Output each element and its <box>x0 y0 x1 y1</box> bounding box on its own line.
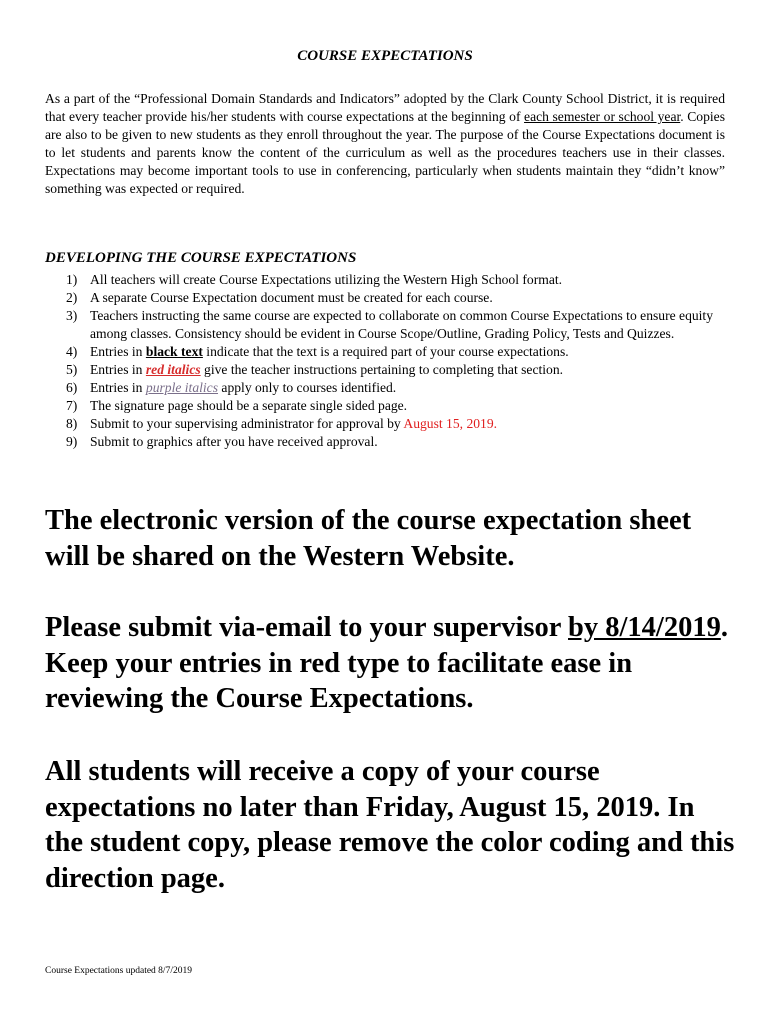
step-number: 6) <box>66 380 78 395</box>
section-heading: DEVELOPING THE COURSE EXPECTATIONS <box>45 250 357 266</box>
list-item <box>45 343 725 361</box>
step-number: 4) <box>66 344 78 359</box>
submission-notice <box>45 610 735 717</box>
step-text-pre: Entries in <box>90 344 146 359</box>
page-title: COURSE EXPECTATIONS <box>297 48 473 64</box>
step-text-pre: Entries in <box>90 362 146 377</box>
list-item <box>45 271 725 289</box>
step-text: All teachers will create Course Expectations utilizing the Western High School format. <box>90 272 563 287</box>
black-text-sample: black text <box>145 344 203 359</box>
steps-list <box>45 271 725 451</box>
intro-part1: As a part of the “Professional Domain Standards and Indicators” adopted by the Clark County School District, it is required that every teacher provide his/her students with course expectations at the beginning of <box>45 91 725 124</box>
step-number: 1) <box>66 272 78 287</box>
intro-paragraph <box>45 90 725 198</box>
submission-pre: Please submit via-email to your supervisor <box>45 612 569 643</box>
step-text-pre: Entries in <box>90 380 146 395</box>
step-text-post: give the teacher instructions pertaining to completing that section. <box>200 362 564 377</box>
step-text-pre: Submit to your supervising administrator for approval by <box>90 416 404 431</box>
step-text: The signature page should be a separate single sided page. <box>90 398 408 413</box>
step-text: A separate Course Expectation document must be created for each course. <box>90 290 493 305</box>
step-number: 7) <box>66 398 78 413</box>
list-item <box>45 289 725 307</box>
step-text-post: indicate that the text is a required part of your course expectations. <box>202 344 569 359</box>
submission-deadline: by 8/14/2019 <box>568 612 721 643</box>
submission-post: . Keep your entries in red type to facilitate ease in reviewing the Course Expectations. <box>45 612 728 714</box>
intro-underlined: each semester or school year <box>524 109 681 124</box>
step-number: 9) <box>66 434 78 449</box>
list-item <box>45 415 725 433</box>
student-copy-notice: All students will receive a copy of your course expectations no later than Friday, August 15, 2019. In the student copy, please remove the color coding and this direction page. <box>45 756 735 894</box>
step-text: Submit to graphics after you have received approval. <box>90 434 378 449</box>
step-number: 8) <box>66 416 78 431</box>
page-footer: Course Expectations updated 8/7/2019 <box>45 966 192 976</box>
purple-italics-sample: purple italics <box>145 380 219 395</box>
list-item <box>45 433 725 451</box>
deadline-date: August 15, 2019. <box>403 416 498 431</box>
step-number: 2) <box>66 290 78 305</box>
red-italics-sample: red italics <box>145 362 201 377</box>
step-text-post: apply only to courses identified. <box>218 380 397 395</box>
step-number: 5) <box>66 362 78 377</box>
list-item <box>45 361 725 379</box>
step-number: 3) <box>66 308 78 323</box>
list-item <box>45 379 725 397</box>
step-text: Teachers instructing the same course are expected to collaborate on common Course Expectations to ensure equity among classes. Consistency should be evident in Course Scope/Outline, Grading Policy, Tests and Quizzes. <box>90 308 714 341</box>
list-item <box>45 307 725 343</box>
list-item <box>45 397 725 415</box>
website-notice: The electronic version of the course expectation sheet will be shared on the Western Website. <box>45 505 692 572</box>
intro-part2: . Copies are also to be given to new students as they enroll throughout the year. The purpose of the Course Expectations document is to let students and parents know the content of the curriculum as well as the procedures teachers use in their classes. Expectations may become important tools to use in conferencing, particularly when students maintain they “didn’t know” something was expected or required. <box>45 109 725 196</box>
